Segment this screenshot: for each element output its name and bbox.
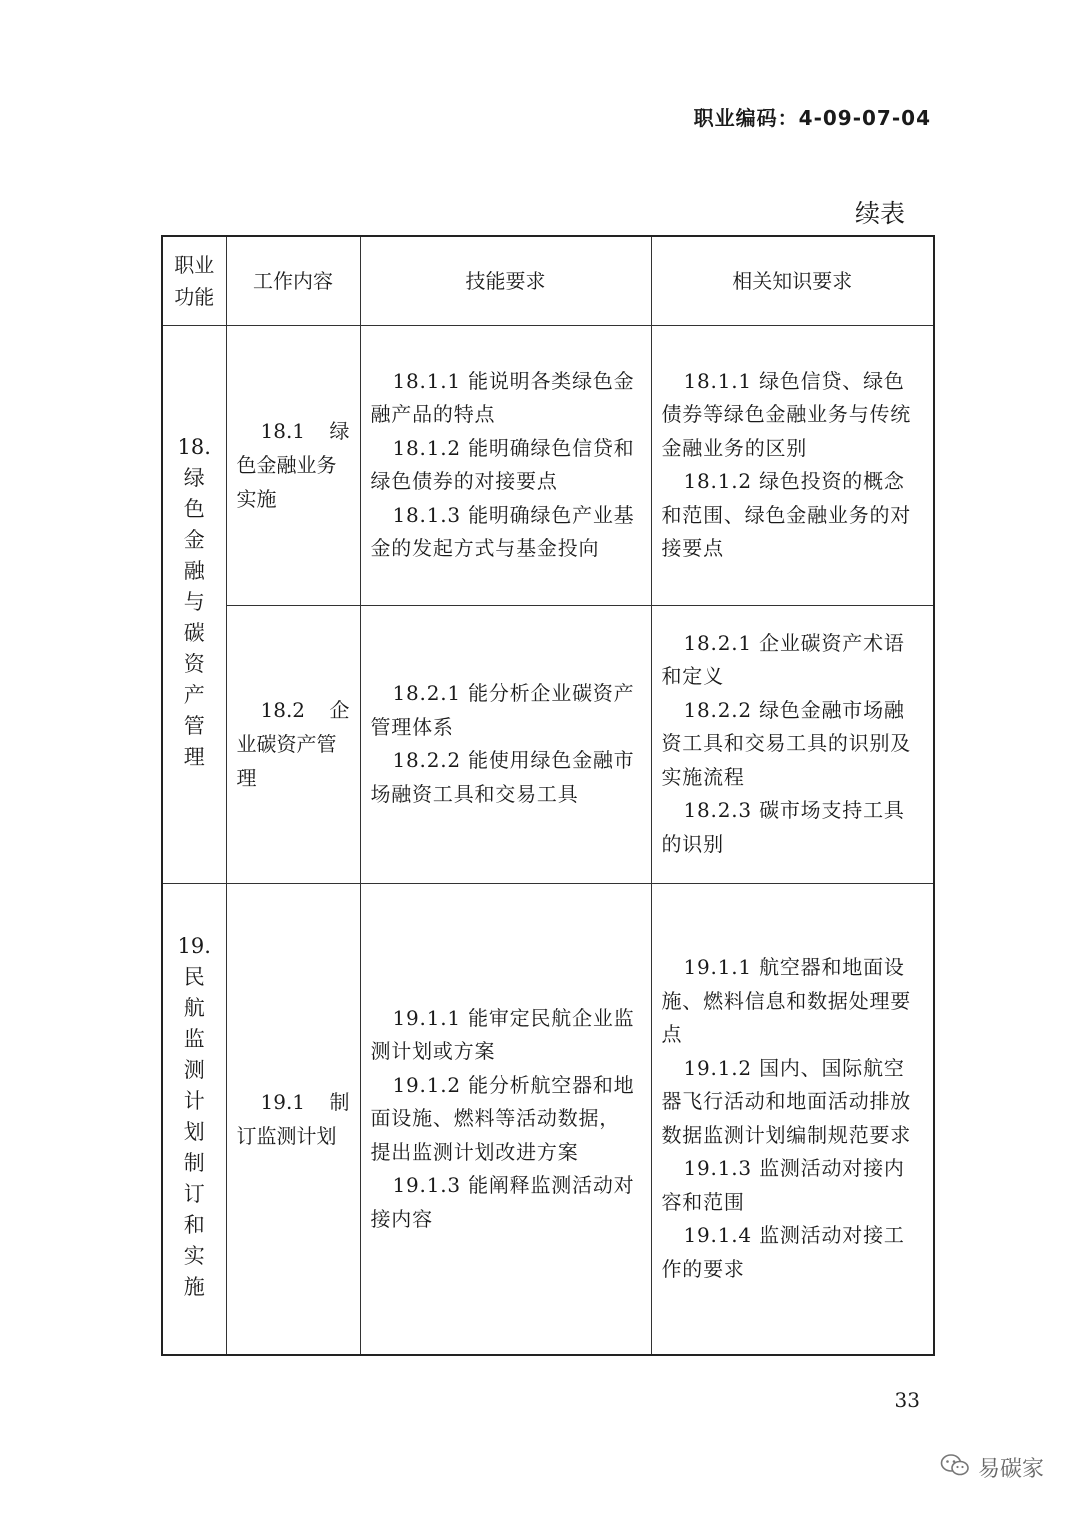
table-row [162,883,934,1355]
col-header-function [162,236,226,325]
work-name-first: 制 [329,1089,350,1114]
skills-cell [360,325,651,605]
skill-item: 18.1.2 能明确绿色信贷和绿色债券的对接要点 [370,435,635,493]
knowledge-item: 19.1.2 国内、国际航空器飞行活动和地面活动排放数据监测计划编制规范要求 [661,1055,912,1147]
work-name-first: 绿 [329,419,350,443]
work-name-rest: 色金融业务实施 [236,453,337,511]
work-number: 19.1 [260,1089,306,1114]
skill-item: 18.1.1 能说明各类绿色金融产品的特点 [370,368,635,426]
skill-item: 19.1.1 能审定民航企业监测计划或方案 [370,1005,635,1063]
knowledge-item: 18.1.2 绿色投资的概念和范围、绿色金融业务的对接要点 [661,469,912,560]
function-cell [162,325,226,883]
knowledge-item: 18.2.3 碳市场支持工具的识别 [661,798,905,856]
wechat-icon [940,1453,970,1483]
work-content-cell [226,605,360,883]
knowledge-cell [651,325,934,605]
table-row [162,325,934,605]
work-name-first: 企 [329,698,350,722]
col-header-function-line2: 功能 [174,284,215,309]
watermark-text: 易碳家 [977,1457,1044,1482]
knowledge-item: 18.2.1 企业碳资产术语和定义 [661,630,905,689]
col-header-knowledge: 相关知识要求 [651,236,934,325]
work-number: 18.1 [260,419,306,443]
skill-item: 18.2.1 能分析企业碳资产管理体系 [370,681,635,739]
skill-item: 18.1.3 能明确绿色产业基金的发起方式与基金投向 [370,502,635,560]
knowledge-item: 19.1.1 航空器和地面设施、燃料信息和数据处理要点 [661,955,912,1047]
skills-cell [360,605,651,883]
knowledge-item: 18.2.2 绿色金融市场融资工具和交易工具的识别及实施流程 [661,697,912,789]
skills-cell [360,883,651,1355]
function-cell [162,883,226,1355]
col-header-skills: 技能要求 [360,236,651,325]
page-number: 33 [894,1388,920,1412]
watermark [940,1452,1044,1483]
skill-item: 19.1.2 能分析航空器和地面设施、燃料等活动数据，提出监测计划改进方案 [370,1072,635,1164]
work-name-rest: 订监测计划 [236,1123,337,1148]
function-number: 18. [177,435,211,459]
knowledge-item: 18.1.1 绿色信贷、绿色债券等绿色金融业务与传统金融业务的区别 [661,368,912,460]
col-header-function-line1: 职业 [174,252,215,277]
table-row [162,605,934,883]
function-name: 民航监测计划制订和实施 [183,965,205,1300]
work-content-cell [226,883,360,1355]
work-number: 18.2 [260,698,306,722]
work-name-rest: 业碳资产管理 [236,732,337,790]
table-header-row [162,236,934,325]
knowledge-item: 19.1.4 监测活动对接工作的要求 [661,1223,905,1281]
work-content-cell [226,325,360,605]
skill-item: 19.1.3 能阐释监测活动对接内容 [370,1173,635,1231]
knowledge-cell [651,605,934,883]
knowledge-item: 19.1.3 监测活动对接内容和范围 [661,1156,905,1214]
occupation-code: 职业编码：4-09-07-04 [693,106,931,130]
function-name: 绿色金融与碳资产管理 [183,466,205,769]
skill-item: 18.2.2 能使用绿色金融市场融资工具和交易工具 [370,748,635,806]
continued-label: 续表 [854,199,905,228]
knowledge-cell [651,883,934,1355]
skill-table [161,235,935,1356]
function-number: 19. [177,934,211,959]
col-header-work: 工作内容 [226,236,360,325]
